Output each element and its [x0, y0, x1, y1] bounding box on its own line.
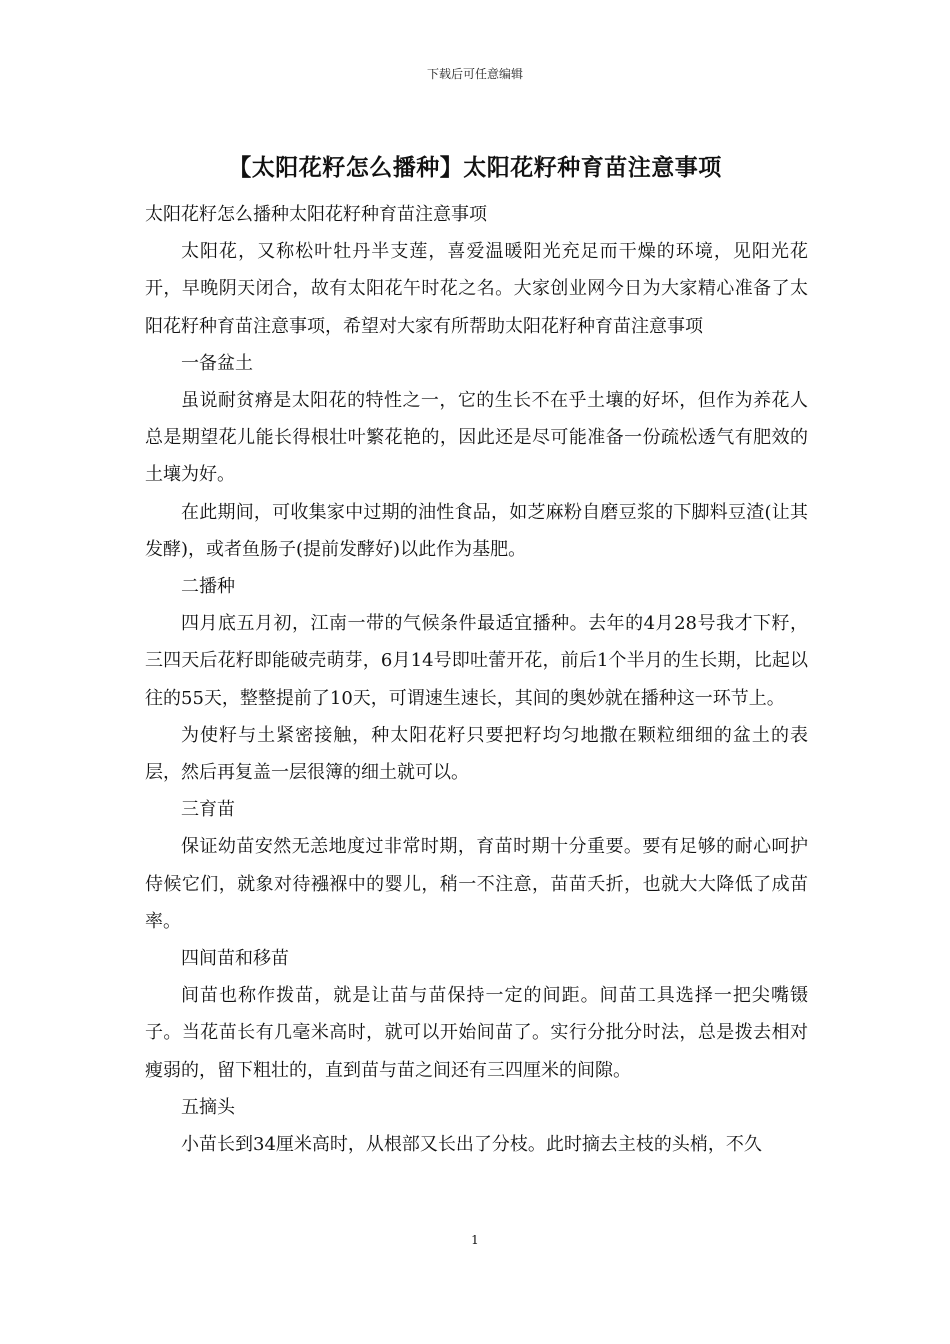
document-title: 【太阳花籽怎么播种】太阳花籽种育苗注意事项	[228, 155, 722, 181]
section-heading-sowing: 二播种	[181, 576, 235, 598]
paragraph-intro: 太阳花，又称松叶牡丹半支莲，喜爱温暖阳光充足而干燥的环境，见阳光花开，早晚阴天闭合，故有太阳花午时花之名。大家创业网今日为大家精心准备了太阳花籽种育苗注意事项，希望对大家有所帮助太阳花籽种育苗注意事项	[145, 241, 808, 337]
page-number: 1	[471, 1233, 479, 1247]
paragraph-sowing-method: 为使籽与土紧密接触，种太阳花籽只要把籽均匀地撒在颗粒细细的盆土的表层，然后再复盖一层很簿的细土就可以。	[145, 724, 808, 784]
paragraph-pinching: 小苗长到34厘米高时，从根部又长出了分枝。此时摘去主枝的头梢，不久	[181, 1134, 762, 1156]
paragraph-seedling: 保证幼苗安然无恙地度过非常时期，育苗时期十分重要。要有足够的耐心呵护侍候它们，就象对待襁褓中的婴儿，稍一不注意，苗苗夭折，也就大大降低了成苗率。	[145, 836, 808, 932]
paragraph-fertilizer: 在此期间，可收集家中过期的油性食品，如芝麻粉自磨豆浆的下脚料豆渣(让其发酵)，或者鱼肠子(提前发酵好)以此作为基肥。	[145, 501, 808, 560]
paragraph-soil: 虽说耐贫瘠是太阳花的特性之一，它的生长不在乎土壤的好坏，但作为养花人总是期望花儿能长得根壮叶繁花艳的，因此还是尽可能准备一份疏松透气有肥效的土壤为好。	[145, 390, 808, 486]
section-heading-thinning: 四间苗和移苗	[181, 948, 289, 970]
section-heading-soil: 一备盆土	[181, 352, 253, 374]
header-note: 下载后可任意编辑	[426, 67, 523, 81]
section-heading-pinching: 五摘头	[181, 1096, 235, 1118]
paragraph-sowing-time: 四月底五月初，江南一带的气候条件最适宜播种。去年的4月28号我才下籽，三四天后花籽即能破壳萌芽，6月14号即吐蕾开花，前后1个半月的生长期，比起以往的55天，整整提前了10天，可谓速生速长，其间的奥妙就在播种这一环节上。	[145, 613, 808, 709]
document-body	[145, 196, 808, 1163]
paragraph-thinning: 间苗也称作拨苗，就是让苗与苗保持一定的间距。间苗工具选择一把尖嘴镊子。当花苗长有几毫米高时，就可以开始间苗了。实行分批分时法，总是拨去相对瘦弱的，留下粗壮的，直到苗与苗之间还有三四厘米的间隙。	[145, 985, 808, 1081]
document-subtitle: 太阳花籽怎么播种太阳花籽种育苗注意事项	[145, 204, 487, 225]
section-heading-seedling: 三育苗	[181, 799, 235, 821]
